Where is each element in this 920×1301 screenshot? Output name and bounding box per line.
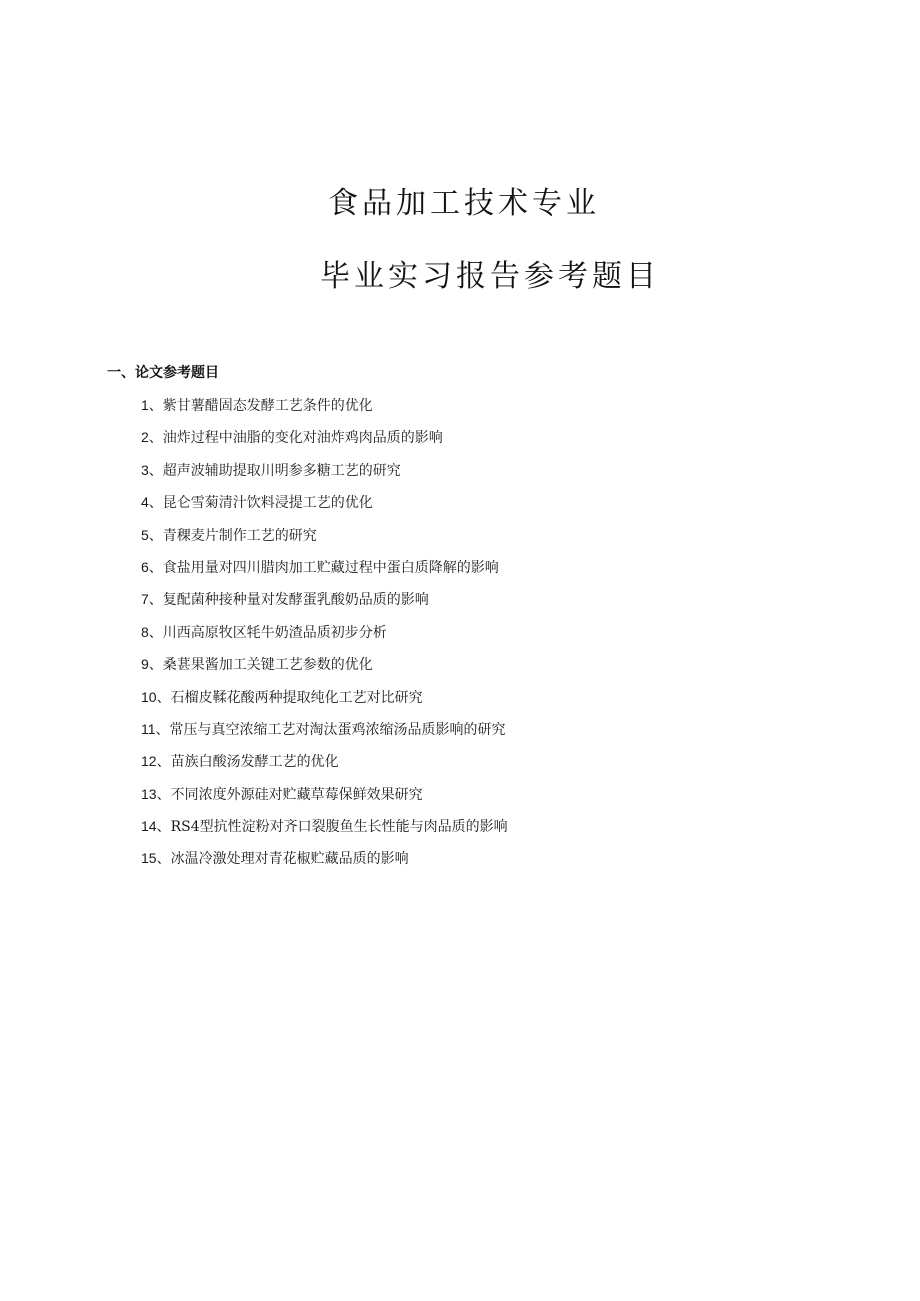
topic-text: 苗族白酸汤发酵工艺的优化 — [170, 754, 339, 771]
list-item — [141, 815, 508, 847]
topic-number: 12、 — [141, 753, 171, 770]
topic-number: 9、 — [141, 656, 163, 673]
list-item — [141, 426, 508, 458]
list-item — [141, 556, 508, 588]
topic-list — [141, 394, 508, 880]
topic-text: 不同浓度外源硅对贮藏草莓保鲜效果研究 — [170, 786, 423, 803]
list-item — [141, 847, 508, 879]
topic-number: 3、 — [141, 461, 163, 478]
list-item — [141, 459, 508, 491]
topic-text: 冰温冷激处理对青花椒贮藏品质的影响 — [170, 851, 409, 868]
list-item — [141, 718, 508, 750]
topic-text: 川西高原牧区牦牛奶渣品质初步分析 — [162, 624, 387, 641]
topic-text: 复配菌种接种量对发酵蛋乳酸奶品质的影响 — [162, 592, 429, 609]
topic-text: 超声波辅助提取川明参多糖工艺的研究 — [162, 462, 401, 479]
list-item — [141, 750, 508, 782]
topic-text: 石榴皮鞣花酸两种提取纯化工艺对比研究 — [170, 689, 423, 706]
topic-number: 2、 — [141, 429, 163, 446]
topic-number: 7、 — [141, 591, 163, 608]
topic-number: 14、 — [141, 818, 171, 835]
topic-number: 4、 — [141, 494, 163, 511]
topic-text: 桑葚果酱加工关键工艺参数的优化 — [162, 657, 373, 674]
list-item — [141, 653, 508, 685]
topic-number: 15、 — [141, 850, 171, 867]
document-title-line-2: 毕业实习报告参考题目 — [320, 259, 660, 294]
topic-number: 6、 — [141, 558, 163, 575]
topic-text: RS4型抗性淀粉对齐口裂腹鱼生长性能与肉品质的影响 — [170, 819, 508, 836]
topic-text: 紫甘薯醋固态发酵工艺条件的优化 — [162, 398, 373, 414]
topic-number: 8、 — [141, 623, 163, 640]
topic-number: 10、 — [141, 688, 171, 705]
topic-number: 5、 — [141, 526, 163, 543]
topic-number: 11、 — [141, 720, 170, 737]
topic-text: 油炸过程中油脂的变化对油炸鸡肉品质的影响 — [162, 430, 443, 447]
list-item — [141, 783, 508, 815]
topic-number: 1、 — [141, 397, 163, 413]
topic-text: 常压与真空浓缩工艺对淘汰蛋鸡浓缩汤品质影响的研究 — [169, 721, 506, 738]
list-item — [141, 491, 508, 523]
topic-number: 13、 — [141, 785, 171, 802]
topic-text: 昆仑雪菊清汁饮料浸提工艺的优化 — [162, 495, 373, 512]
list-item — [141, 686, 508, 718]
document-title-line-1: 食品加工技术专业 — [328, 186, 600, 221]
list-item — [141, 394, 508, 426]
topic-text: 食盐用量对四川腊肉加工贮藏过程中蛋白质降解的影响 — [162, 559, 499, 576]
list-item — [141, 524, 508, 556]
list-item — [141, 621, 508, 653]
section-heading: 一、论文参考题目 — [107, 365, 219, 381]
list-item — [141, 588, 508, 620]
topic-text: 青稞麦片制作工艺的研究 — [162, 527, 317, 544]
